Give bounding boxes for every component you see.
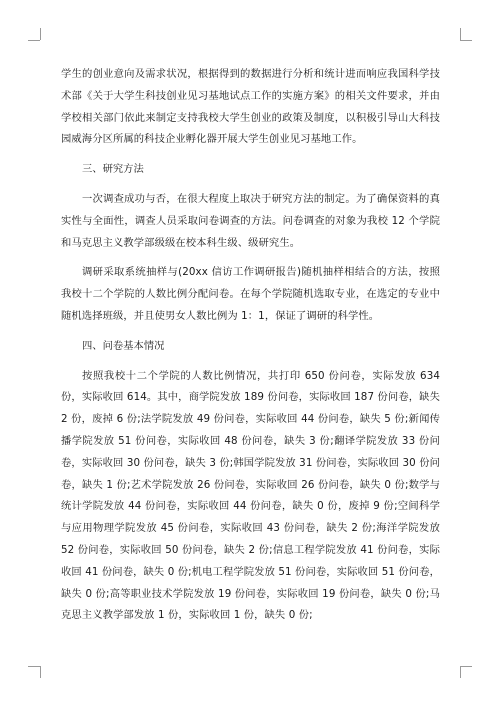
crop-mark-bottom-right-h bbox=[460, 666, 472, 667]
document-body bbox=[61, 64, 440, 627]
crop-mark-top-left-v bbox=[40, 28, 41, 40]
crop-mark-top-right-v bbox=[460, 28, 461, 40]
section-heading-questionnaire: 四、问卷基本情况 bbox=[82, 339, 165, 352]
paragraph-intro: 学生的创业意向及需求状况，根据得到的数据进行分析和统计进而响应我国科学技术部《关于大学生科技创业见习基地试点工作的实施方案》的相关文件要求，并由学校相关部门依此来制定支持我校大学生创业的政策及制度，以积极引导山大科技园威海分区所属的科技企业孵化器开展大学生创业见习基地工作。 bbox=[61, 68, 440, 146]
paragraph-method-2: 调研采取系统抽样与(20xx 信访工作调研报告)随机抽样相结合的方法，按照我校十二个学院的人数比例分配问卷。在每个学院随机选取专业，在选定的专业中随机选择班级，并且使男女人数比例为 1：1，保证了调研的科学性。 bbox=[61, 266, 440, 322]
crop-mark-top-right-h bbox=[460, 40, 472, 41]
paragraph-method-1: 一次调查成功与否，在很大程度上取决于研究方法的制定。为了确保资料的真实性与全面性，调查人员采取问卷调查的方法。问卷调查的对象为我校 12 个学院和马克思主义教学部级级在校本科生级、级研究生。 bbox=[61, 192, 440, 249]
paragraph-questionnaire-details: 按照我校十二个学院的人数比例情况，共打印 650 份问卷，实际发放 634 份，实际收回 614。其中，商学院发放 189 份问卷，实际收回 187 份问卷，缺失 2 份，废掉 6 份;法学院发放 49 份问卷，实际收回 44 份问卷，缺失 5 份;新闻传播学院发放 51 份问卷，实际收回 48 份问卷，缺失 3 份;翻译学院发放 33 份问卷，实际收回 30 份问卷，缺失 3 份;韩国学院发放 31 份问卷，实际收回 30 份问卷，缺失 1 份;艺术学院发放 26 份问卷，实际收回 26 份问卷，缺失 0 份;数学与统计学院发放 44 份问卷，实际收回 44 份问卷，缺失 0 份，废掉 9 份;空间科学与应用物理学院发放 45 份问卷，实际收回 43 份问卷，缺失 2 份;海洋学院发放 52 份问卷，实际收回 50 份问卷，缺失 2 份;信息工程学院发放 41 份问卷，实际收回 41 份问卷，缺失 0 份;机电工程学院发放 51 份问卷，实际收回 51 份问卷，缺失 0 份;高等职业技术学院发放 19 份问卷，实际收回 19 份问卷，缺失 0 份;马克思主义教学部发放 1 份，实际收回 1 份，缺失 0 份; bbox=[61, 369, 440, 622]
crop-mark-top-left-h bbox=[28, 40, 40, 41]
crop-mark-bottom-left-h bbox=[28, 666, 40, 667]
crop-mark-bottom-left-v bbox=[40, 666, 41, 678]
crop-mark-bottom-right-v bbox=[460, 666, 461, 678]
section-heading-research-method: 三、研究方法 bbox=[82, 163, 144, 176]
